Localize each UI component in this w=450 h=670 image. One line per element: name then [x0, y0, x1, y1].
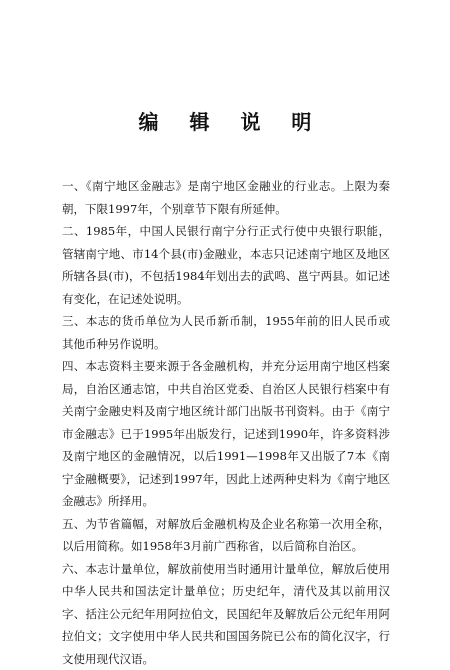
- paragraph-2: 二、1985年，中国人民银行南宁分行正式行使中央银行职能，管辖南宁地、市14个县(市)金融业，本志只记述南宁地区及地区所辖各县(市)，不包括1984年划出去的武鸣、邕宁两县。如记述有变化，在记述处说明。: [62, 220, 390, 310]
- paragraph-4: 四、本志资料主要来源于各金融机构，并充分运用南宁地区档案局，自治区通志馆，中共自治区党委、自治区人民银行档案中有关南宁金融史料及南宁地区统计部门出版书刊资料。由于《南宁市金融志》已于1995年出版发行，记述到1990年，许多资料涉及南宁地区的金融情况，以后1991—1998年又出版了7本《南宁金融概要》，记述到1997年，因此上述两种史料为《南宁地区金融志》所择用。: [62, 355, 390, 513]
- paragraph-1: 一、《南宁地区金融志》是南宁地区金融业的行业志。上限为秦朝，下限1997年，个别章节下限有所延伸。: [62, 175, 390, 220]
- body-text: [62, 175, 390, 670]
- paragraph-3: 三、本志的货币单位为人民币新币制，1955年前的旧人民币或其他币种另作说明。: [62, 310, 390, 355]
- paragraph-6: 六、本志计量单位，解放前使用当时通用计量单位，解放后使用中华人民共和国法定计量单位；历史纪年，清代及其以前用汉字、括注公元纪年用阿拉伯文，民国纪年及解放后公元纪年用阿拉伯文；文字使用中华人民共和国国务院已公布的简化汉字，行文使用现代汉语。: [62, 558, 390, 670]
- paragraph-5: 五、为节省篇幅，对解放后金融机构及企业名称第一次用全称，以后用简称。如1958年3月前广西称省，以后简称自治区。: [62, 513, 390, 558]
- page-title: 编 辑 说 明: [0, 106, 450, 135]
